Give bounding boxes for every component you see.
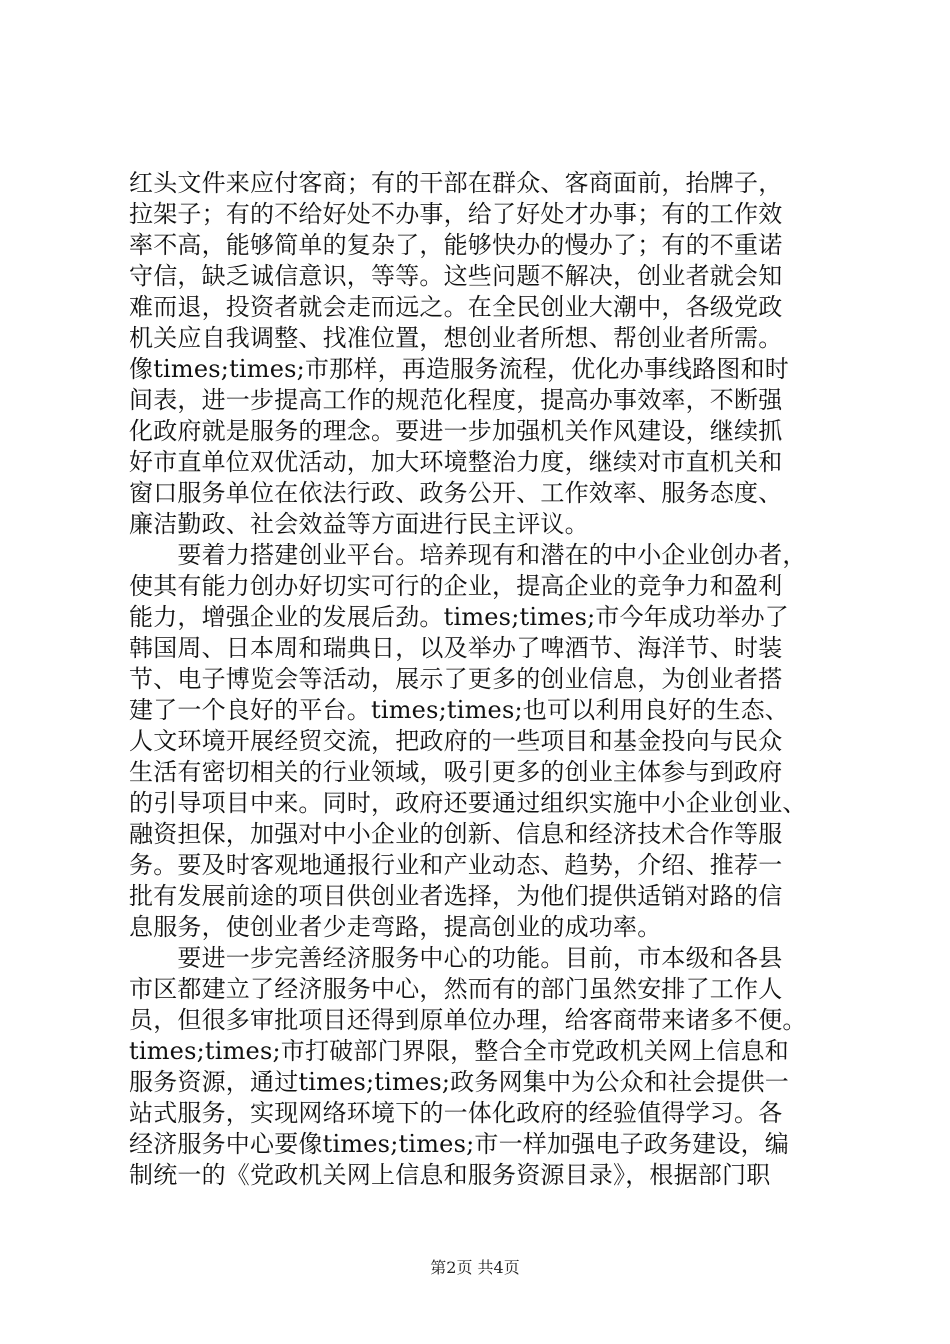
text-line: 站式服务，实现网络环境下的一体化政府的经验值得学习。各: [129, 1099, 783, 1127]
text-line: 化政府就是服务的理念。要进一步加强机关作风建设，继续抓: [129, 417, 783, 445]
text-line: 息服务，使创业者少走弯路，提高创业的成功率。: [129, 913, 662, 941]
text-line: 廉洁勤政、社会效益等方面进行民主评议。: [129, 510, 589, 538]
text-line: 间表，进一步提高工作的规范化程度，提高办事效率，不断强: [129, 386, 783, 414]
text-line: 务。要及时客观地通报行业和产业动态、趋势，介绍、推荐一: [129, 851, 783, 879]
text-line: 率不高，能够简单的复杂了，能够快办的慢办了；有的不重诺: [129, 231, 783, 259]
text-line: 难而退，投资者就会走而远之。在全民创业大潮中，各级党政: [129, 293, 783, 321]
page-number-footer: 第2页 共4页: [430, 1258, 520, 1277]
paragraph-start-line: 要进一步完善经济服务中心的功能。目前，市本级和各县: [129, 944, 783, 972]
text-line: 经济服务中心要像times;times;市一样加强电子政务建设，编: [129, 1130, 789, 1158]
text-line: 的引导项目中来。同时，政府还要通过组织实施中小企业创业、: [129, 789, 807, 817]
text-line: 能力，增强企业的发展后劲。times;times;市今年成功举办了: [129, 603, 789, 631]
text-line: 红头文件来应付客商；有的干部在群众、客商面前，抬牌子，: [129, 169, 783, 197]
text-line: 像times;times;市那样，再造服务流程，优化办事线路图和时: [129, 355, 789, 383]
text-line: times;times;市打破部门界限，整合全市党政机关网上信息和: [129, 1037, 789, 1065]
text-line: 员，但很多审批项目还得到原单位办理，给客商带来诸多不便。: [129, 1006, 807, 1034]
text-line: 生活有密切相关的行业领域，吸引更多的创业主体参与到政府: [129, 758, 783, 786]
text-line: 拉架子；有的不给好处不办事，给了好处才办事；有的工作效: [129, 200, 783, 228]
text-line: 机关应自我调整、找准位置，想创业者所想、帮创业者所需。: [129, 324, 783, 352]
text-line: 窗口服务单位在依法行政、政务公开、工作效率、服务态度、: [129, 479, 783, 507]
text-line: 守信，缺乏诚信意识，等等。这些问题不解决，创业者就会知: [129, 262, 783, 290]
text-line: 融资担保，加强对中小企业的创新、信息和经济技术合作等服: [129, 820, 783, 848]
body-text: [129, 168, 849, 1191]
paragraph-start-line: 要着力搭建创业平台。培养现有和潜在的中小企业创办者，: [129, 541, 807, 569]
text-line: 人文环境开展经贸交流，把政府的一些项目和基金投向与民众: [129, 727, 783, 755]
text-line: 韩国周、日本周和瑞典日，以及举办了啤酒节、海洋节、时装: [129, 634, 783, 662]
text-line: 好市直单位双优活动，加大环境整治力度，继续对市直机关和: [129, 448, 783, 476]
text-line: 服务资源，通过times;times;政务网集中为公众和社会提供一: [129, 1068, 789, 1096]
text-line: 制统一的《党政机关网上信息和服务资源目录》，根据部门职: [129, 1161, 771, 1189]
text-line: 使其有能力创办好切实可行的企业，提高企业的竞争力和盈利: [129, 572, 783, 600]
text-line: 节、电子博览会等活动，展示了更多的创业信息，为创业者搭: [129, 665, 783, 693]
text-line: 市区都建立了经济服务中心，然而有的部门虽然安排了工作人: [129, 975, 783, 1003]
text-line: 批有发展前途的项目供创业者选择，为他们提供适销对路的信: [129, 882, 783, 910]
text-line: 建了一个良好的平台。times;times;也可以利用良好的生态、: [129, 696, 789, 724]
